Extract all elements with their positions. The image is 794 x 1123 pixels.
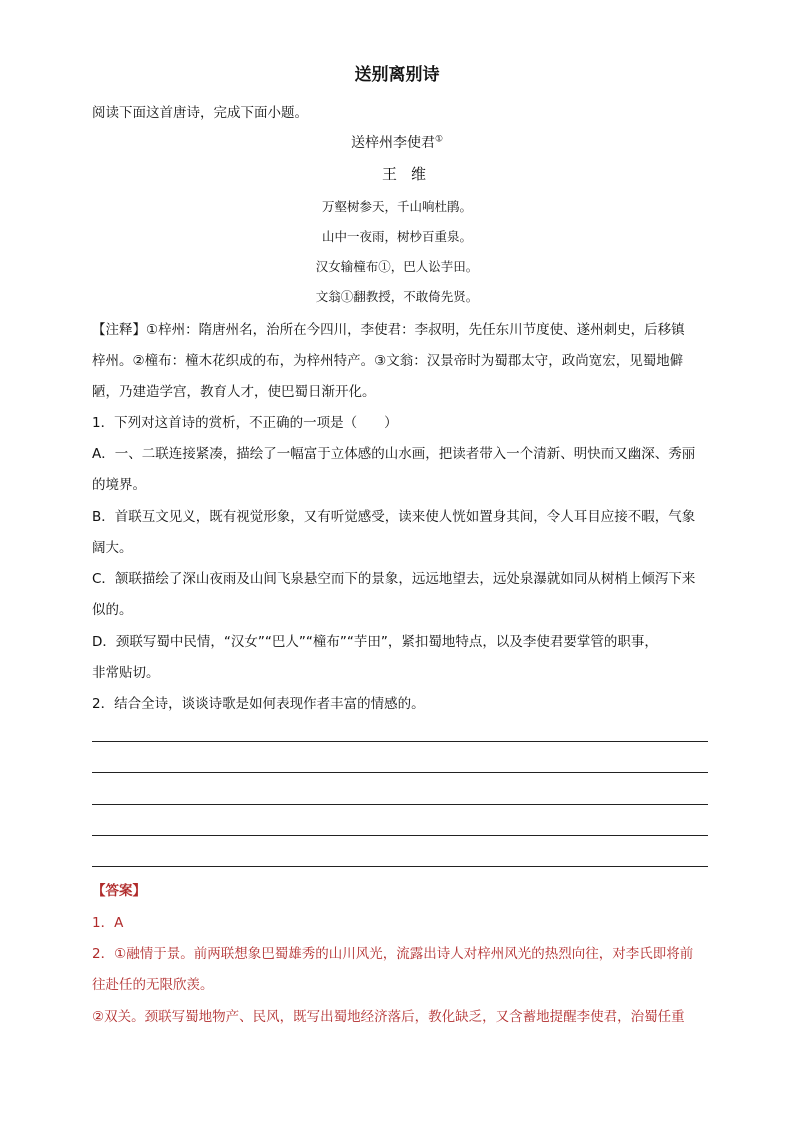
question-2-stem: 2．结合全诗，谈谈诗歌是如何表现作者丰富的情感的。 — [92, 696, 425, 712]
answer-line — [92, 835, 708, 836]
answer-line — [92, 866, 708, 867]
answer-line — [92, 741, 708, 742]
option-d: D．颈联写蜀中民情，“汉女”“巴人”“橦布”“芋田”，紧扣蜀地特点，以及李使君要掌管的职事， — [92, 634, 658, 650]
intro-text: 阅读下面这首唐诗，完成下面小题。 — [92, 105, 308, 121]
question-1-stem: 1．下列对这首诗的赏析，不正确的一项是（ ） — [92, 415, 398, 431]
notes-line: 陋，乃建造学宫，教育人才，使巴蜀日渐开化。 — [92, 384, 376, 400]
option-a: A．一、二联连接紧凑，描绘了一幅富于立体感的山水画，把读者带入一个清新、明快而又幽深、秀丽 — [92, 446, 696, 462]
answer-line — [92, 772, 708, 773]
answer-2-line: ②双关。颈联写蜀地物产、民风，既写出蜀地经济落后，教化缺乏，又含蓄地提醒李使君，治蜀任重 — [92, 1009, 685, 1025]
poem-title-text: 送梓州李使君 — [350, 135, 435, 151]
answer-2-line: 往赴任的无限欣羡。 — [92, 977, 214, 993]
notes-line: 【注释】①梓州：隋唐州名，治所在今四川，李使君：李叔明，先任东川节度使、遂州刺史，后移镇 — [92, 322, 685, 338]
answer-label: 【答案】 — [92, 883, 146, 899]
poem-line: 汉女输橦布①，巴人讼芋田。 — [315, 259, 479, 274]
notes-line: 梓州。②橦布：橦木花织成的布，为梓州特产。③文翁：汉景帝时为蜀郡太守，政尚宽宏，见蜀地僻 — [92, 353, 684, 369]
option-b: B．首联互文见义，既有视觉形象，又有听觉感受，读来使人恍如置身其间，令人耳目应接不暇，气象 — [92, 509, 696, 525]
poem-author: 王维 — [381, 165, 440, 183]
option-c-cont: 似的。 — [92, 602, 133, 618]
poem-line: 文翁①翻教授，不敢倚先贤。 — [315, 289, 479, 304]
answer-line — [92, 804, 708, 805]
option-c: C．颔联描绘了深山夜雨及山间飞泉悬空而下的景象，远远地望去，远处泉瀑就如同从树梢上倾泻下来 — [92, 571, 696, 587]
poem-title-note-mark: ① — [434, 134, 444, 145]
poem-line: 山中一夜雨，树杪百重泉。 — [321, 229, 472, 244]
option-b-cont: 阔大。 — [92, 540, 133, 556]
answer-2-line: 2．①融情于景。前两联想象巴蜀雄秀的山川风光，流露出诗人对梓州风光的热烈向往，对李氏即将前 — [92, 946, 694, 962]
option-d-cont: 非常贴切。 — [92, 665, 160, 681]
poem-line: 万壑树参天，千山响杜鹃。 — [321, 199, 472, 214]
option-a-cont: 的境界。 — [92, 477, 146, 493]
answer-1: 1．A — [92, 915, 124, 931]
poem-title — [0, 133, 794, 153]
document-title: 送别离别诗 — [354, 65, 440, 85]
